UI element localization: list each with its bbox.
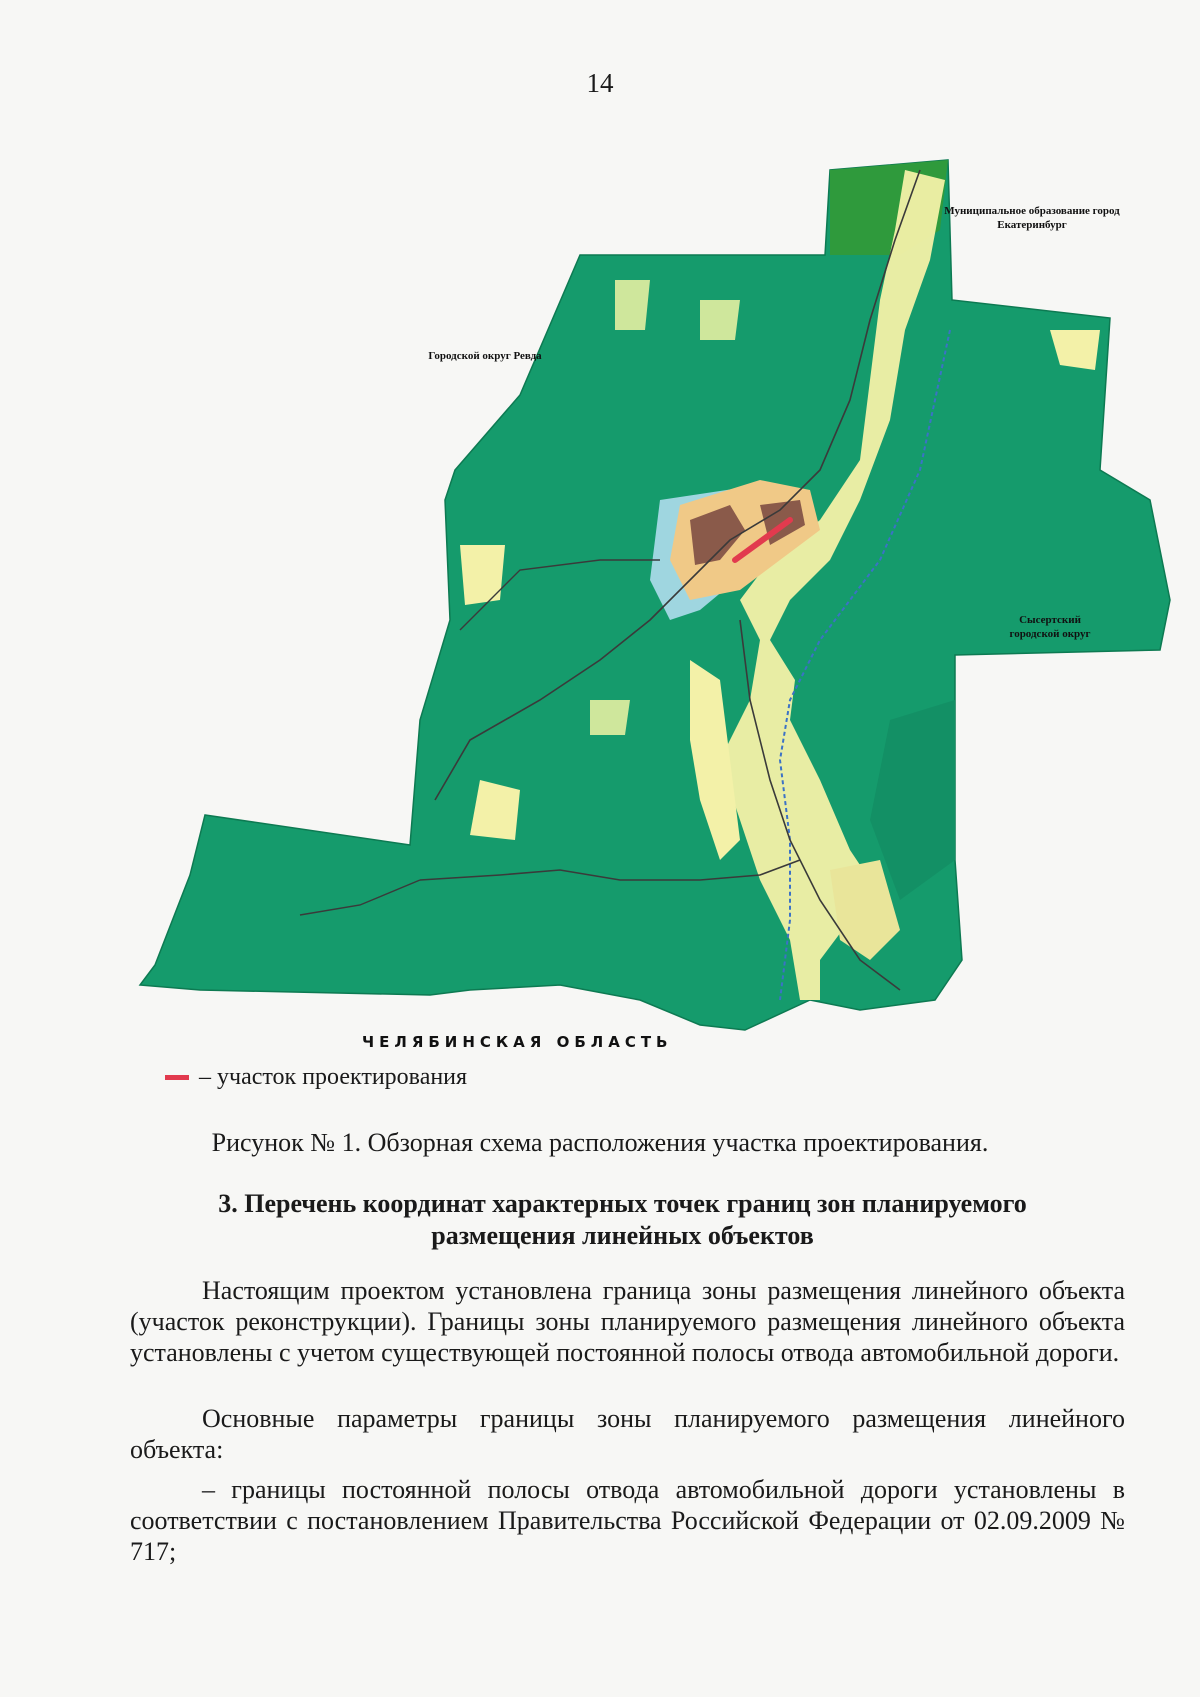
paragraph-text: – границы постоянной полосы отвода автомобильной дороги установлены в соответствии с постановлением Правительства Российской Федерации от 02.09.2009 № 717;: [130, 1475, 1125, 1566]
page-number: 14: [586, 68, 614, 98]
paragraph: [130, 1474, 1125, 1567]
paragraph-text: Настоящим проектом установлена граница зоны размещения линейного объекта (участок реконструкции). Границы зоны планируемого размещения линейного объекта установлены с учетом существующей постоянной полосы отвода автомобильной дороги.: [130, 1276, 1125, 1367]
label-revda: Городской округ Ревда: [428, 350, 542, 362]
settlement-patch: [590, 700, 630, 735]
paragraph: [130, 1403, 1125, 1465]
section-title: 3. Перечень координат характерных точек границ зон планируемого размещения линейных объектов: [218, 1189, 1027, 1250]
label-oblast: ЧЕЛЯБИНСКАЯ ОБЛАСТЬ: [362, 1033, 673, 1051]
territory-shape: [140, 160, 1170, 1030]
legend-swatch: [165, 1075, 189, 1080]
label-ekaterinburg: Муниципальное образование город Екатеринбург: [944, 205, 1120, 231]
figure-caption: Рисунок № 1. Обзорная схема расположения участка проектирования.: [211, 1128, 989, 1157]
legend-text: – участок проектирования: [199, 1064, 468, 1090]
legend: [165, 1064, 467, 1091]
settlement-patch: [700, 300, 740, 340]
paragraph: [130, 1275, 1125, 1368]
label-sysert: Сысертский городской округ: [1009, 614, 1091, 640]
settlement-patch: [460, 545, 505, 605]
paragraph-text: Основные параметры границы зоны планируемого размещения линейного объекта:: [130, 1404, 1125, 1464]
settlement-patch: [615, 280, 650, 330]
